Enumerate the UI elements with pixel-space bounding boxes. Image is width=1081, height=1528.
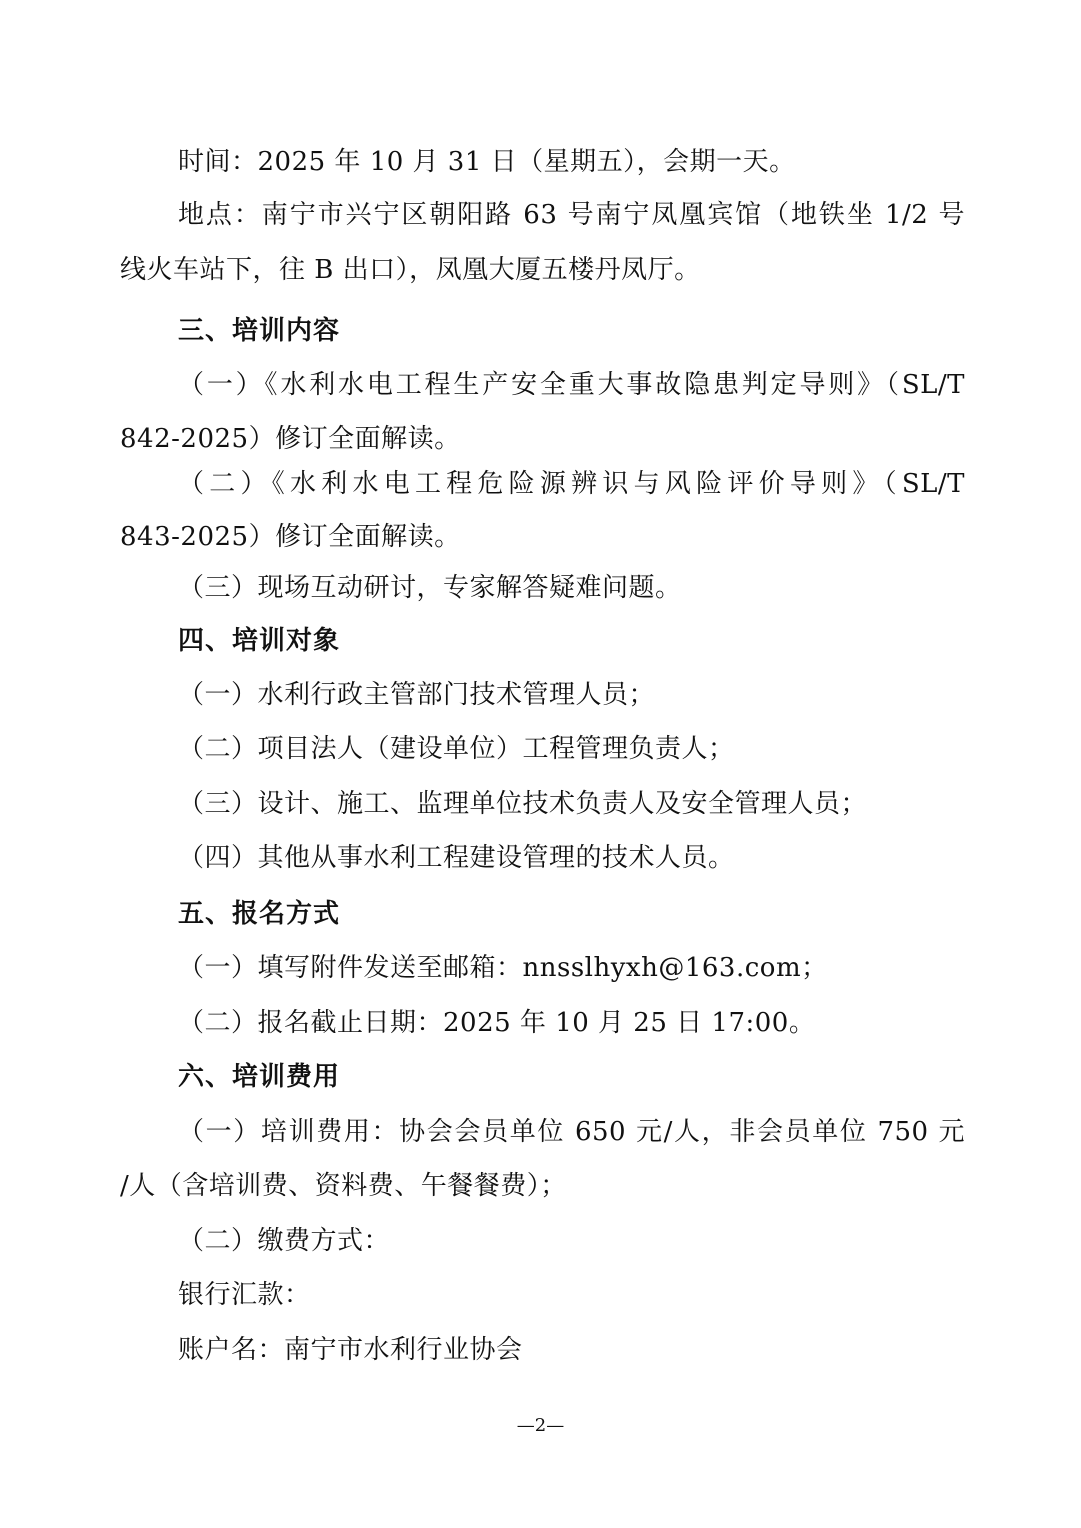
training-content-item-3: （三）现场互动研讨，专家解答疑难问题。 (178, 573, 682, 603)
training-content-item-2-line-2: 843-2025）修订全面解读。 (120, 522, 461, 552)
meeting-time: 时间：2025 年 10 月 31 日（星期五），会期一天。 (178, 147, 796, 177)
registration-deadline: （二）报名截止日期：2025 年 10 月 25 日 17:00。 (178, 1008, 816, 1038)
section-title-training-content: 三、培训内容 (178, 316, 341, 346)
training-audience-item-1: （一）水利行政主管部门技术管理人员； (178, 680, 656, 710)
bank-transfer-label: 银行汇款： (178, 1280, 311, 1310)
section-title-registration: 五、报名方式 (178, 899, 341, 929)
training-audience-item-3: （三）设计、施工、监理单位技术负责人及安全管理人员； (178, 789, 868, 819)
meeting-location-line-1: 地点：南宁市兴宁区朝阳路 63 号南宁凤凰宾馆（地铁坐 1/2 号 (178, 200, 965, 230)
section-title-training-fees: 六、培训费用 (178, 1062, 341, 1092)
payment-method: （二）缴费方式： (178, 1226, 391, 1256)
account-name: 账户名：南宁市水利行业协会 (178, 1335, 523, 1365)
training-content-item-1-line-1: （一）《水利水电工程生产安全重大事故隐患判定导则》（SL/T (178, 370, 965, 400)
training-content-item-2-line-1: （二）《水利水电工程危险源辨识与风险评价导则》（SL/T (178, 469, 965, 499)
section-title-training-audience: 四、培训对象 (178, 626, 341, 656)
training-content-item-1-line-2: 842-2025）修订全面解读。 (120, 424, 461, 454)
meeting-location-line-2: 线火车站下，往 B 出口），凤凰大厦五楼丹凤厅。 (120, 255, 701, 285)
training-audience-item-4: （四）其他从事水利工程建设管理的技术人员。 (178, 843, 735, 873)
training-fee-line-2: /人（含培训费、资料费、午餐餐费）； (120, 1171, 567, 1201)
training-audience-item-2: （二）项目法人（建设单位）工程管理负责人； (178, 734, 735, 764)
training-fee-line-1: （一）培训费用：协会会员单位 650 元/人，非会员单位 750 元 (178, 1117, 965, 1147)
registration-email: （一）填写附件发送至邮箱：nnsslhyxh@163.com； (178, 953, 828, 983)
page-number: —2— (516, 1415, 565, 1436)
